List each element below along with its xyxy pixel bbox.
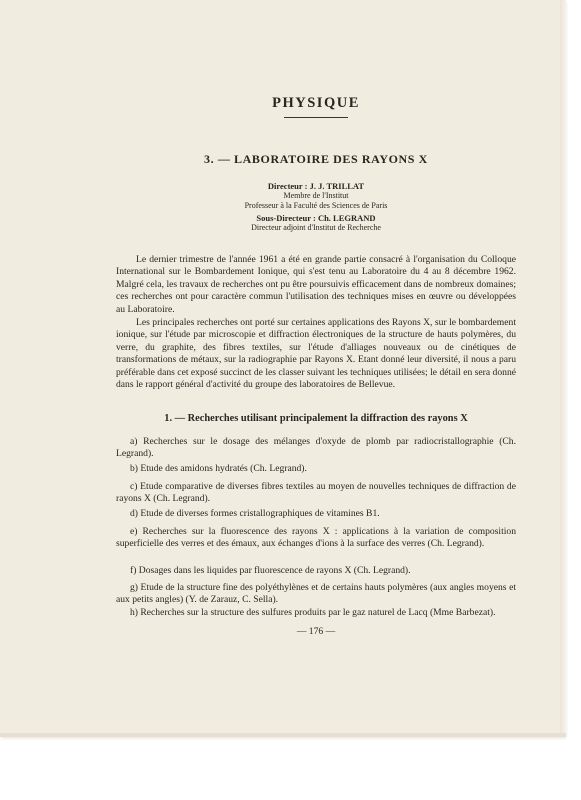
subdirector-block	[116, 213, 516, 233]
director-title-1: Membre de l'Institut	[283, 191, 349, 200]
list-item: a) Recherches sur le dosage des mélanges d'oxyde de plomb par radiocristallographie (Ch. Legrand).	[116, 436, 516, 460]
intro-paragraph: Le dernier trimestre de l'année 1961 a été en grande partie consacré à l'organisation du Colloque International sur le Bombardement Ionique, qui s'est tenu au Laboratoire du 4 au 8 décembre 1962. Malgré cela, les travaux de recherches ont pu être poursuivis efficacement dans de nombreux domaines; ces recherches ont pour caractère commun l'utilisation des techniques mises en œuvre ou développées au Laboratoire.	[116, 254, 516, 315]
subdirector-title-1: Directeur adjoint d'Institut de Recherche	[251, 223, 381, 232]
summary-paragraph: Les principales recherches ont porté sur certaines applications des Rayons X, sur le bombardement ionique, sur l'étude par microscopie et diffraction électroniques de la structure de hauts polymères, du verre, du graphite, des fibres textiles, sur l'étude d'alliages nouveaux ou de cinétiques de transformations de métaux, sur la radiographie par Rayons X. Etant donné leur diversité, il nous a paru préférable dans cet exposé succinct de les classer suivant les techniques utilisées; le détail en sera donné dans le rapport général d'activité du groupe des laboratoires de Bellevue.	[116, 317, 516, 391]
page-edge-right	[560, 0, 566, 736]
director-title-2: Professeur à la Faculté des Sciences de Paris	[244, 201, 388, 210]
list-item: d) Etude de diverses formes cristallographiques de vitamines B1.	[130, 508, 380, 519]
subsection-heading: 1. — Recherches utilisant principalement la diffraction des rayons X	[164, 413, 468, 424]
list-item: h) Recherches sur la structure des sulfures produits par le gaz naturel de Lacq (Mme Barbezat).	[130, 607, 496, 618]
page-edge-bottom	[0, 733, 566, 737]
list-item: c) Etude comparative de diverses fibres textiles au moyen de nouvelles techniques de diffraction de rayons X (Ch. Legrand).	[116, 481, 516, 505]
section-title-rule	[284, 117, 348, 118]
list-item: f) Dosages dans les liquides par fluorescence de rayons X (Ch. Legrand).	[130, 565, 411, 576]
section-title: PHYSIQUE	[272, 95, 360, 111]
laboratory-title: 3. — LABORATOIRE DES RAYONS X	[204, 152, 428, 166]
page-number: — 176 —	[296, 626, 336, 637]
director-name: Directeur : J. J. TRILLAT	[267, 181, 365, 191]
subdirector-name: Sous-Directeur : Ch. LEGRAND	[256, 213, 376, 223]
list-item: e) Recherches sur la fluorescence des rayons X : applications à la variation de composition superficielle des verres et des émaux, aux échanges d'ions à la surface des verres (Ch. Legrand).	[116, 526, 516, 550]
director-block	[116, 181, 516, 211]
list-item: b) Etude des amidons hydratés (Ch. Legrand).	[130, 463, 307, 474]
list-item: g) Etude de la structure fine des polyéthylènes et de certains hauts polymères (aux angles moyens et aux petits angles) (Y. de Zarauz, C. Sella).	[116, 582, 516, 606]
